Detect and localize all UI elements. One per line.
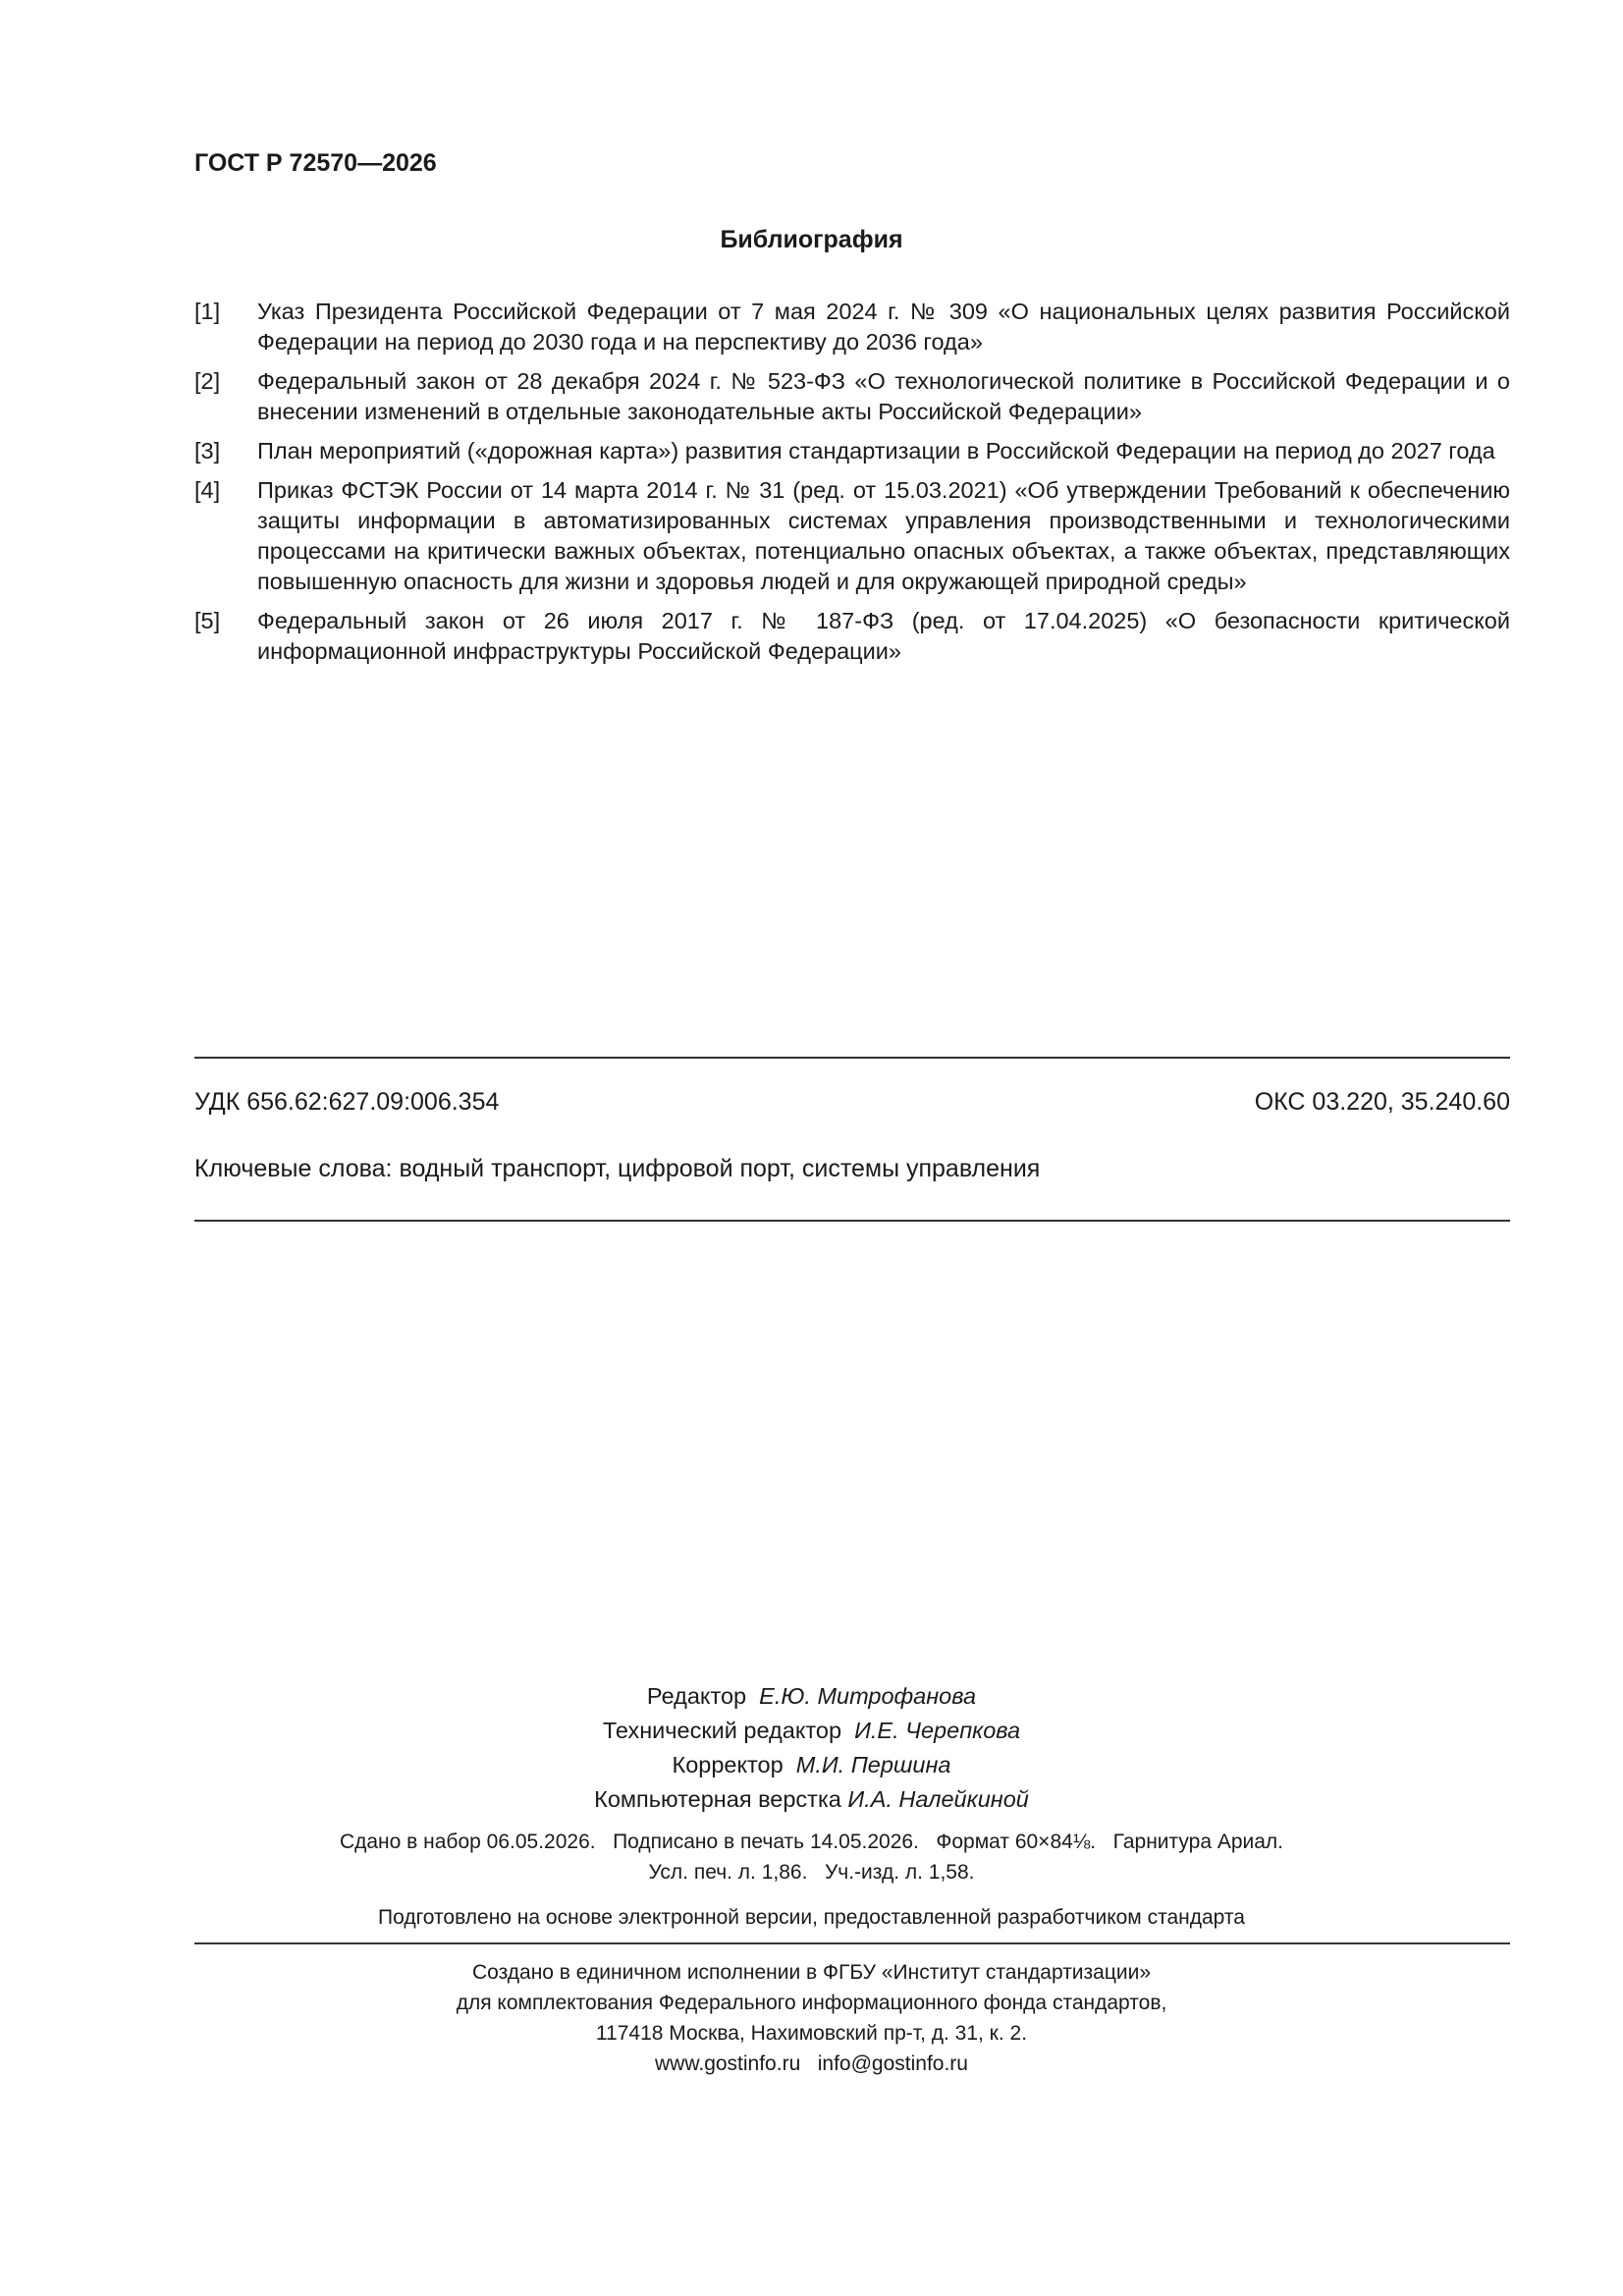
credit-person: Е.Ю. Митрофанова: [759, 1683, 977, 1709]
credit-role: Технический редактор: [602, 1718, 842, 1743]
bibliography-item-number: [5]: [194, 608, 221, 633]
divider-footer: [194, 1942, 1510, 1944]
bibliography-list: [194, 297, 1510, 676]
udk-code: УДК 656.62:627.09:006.354: [194, 1088, 500, 1116]
bibliography-item-number: [4]: [194, 477, 221, 503]
imprint-line: Усл. печ. л. 1,86. Уч.-изд. л. 1,58.: [648, 1861, 975, 1884]
imprint-line: Сдано в набор 06.05.2026. Подписано в печать 14.05.2026. Формат 60×84⅛. Гарнитура Ариал.: [339, 1831, 1284, 1853]
credit-role: Редактор: [646, 1683, 747, 1709]
bibliography-item-text: Указ Президента Российской Федерации от 7 мая 2024 г. № 309 «О национальных целях развития Российской Федерации на период до 2030 года и на перспективу до 2036 года»: [257, 299, 1510, 355]
credit-proofreader: [0, 1748, 1623, 1782]
bibliography-item: [194, 436, 1510, 466]
credit-role: Корректор: [672, 1752, 784, 1777]
bibliography-item: [194, 366, 1510, 427]
footer-contacts: www.gostinfo.ru info@gostinfo.ru: [655, 2052, 968, 2075]
bibliography-item-number: [2]: [194, 368, 221, 394]
bibliography-item-number: [1]: [194, 299, 221, 324]
footer-line: для комплектования Федерального информационного фонда стандартов,: [456, 1992, 1167, 2014]
prepared-note: Подготовлено на основе электронной версии, предоставленной разработчиком стандарта: [378, 1906, 1245, 1929]
bibliography-item: [194, 606, 1510, 667]
bibliography-item-text: Федеральный закон от 26 июля 2017 г. № 187-ФЗ (ред. от 17.04.2025) «О безопасности критической информационной инфраструктуры Российской Федерации»: [257, 608, 1510, 664]
publisher-footer: [0, 1957, 1623, 2079]
imprint: [0, 1827, 1623, 1887]
credit-role: Компьютерная верстка: [594, 1786, 841, 1812]
bibliography-item: [194, 475, 1510, 597]
editorial-credits: [0, 1679, 1623, 1817]
bibliography-item-text: План мероприятий («дорожная карта») развития стандартизации в Российской Федерации на период до 2027 года: [257, 438, 1495, 464]
keywords: Ключевые слова: водный транспорт, цифровой порт, системы управления: [194, 1155, 1041, 1182]
credit-person: И.А. Налейкиной: [847, 1786, 1029, 1812]
bibliography-item: [194, 297, 1510, 357]
footer-line: Создано в единичном исполнении в ФГБУ «Институт стандартизации»: [471, 1961, 1152, 1984]
footer-line: 117418 Москва, Нахимовский пр-т, д. 31, к. 2.: [595, 2022, 1028, 2045]
credit-editor: [0, 1679, 1623, 1714]
credit-layout: [0, 1782, 1623, 1817]
divider-keywords: [194, 1220, 1510, 1222]
divider-top: [194, 1057, 1510, 1059]
credit-technical-editor: [0, 1714, 1623, 1748]
bibliography-item-text: Федеральный закон от 28 декабря 2024 г. № 523-ФЗ «О технологической политике в Российской Федерации и о внесении изменений в отдельные законодательные акты Российской Федерации»: [257, 368, 1510, 424]
bibliography-item-text: Приказ ФСТЭК России от 14 марта 2014 г. № 31 (ред. от 15.03.2021) «Об утверждении Требований к обеспечению защиты информации в автоматизированных системах управления производственными и технологическими процессами на критически важных объектах, потенциально опасных объектах, а также объектах, представляющих повышенную опасность для жизни и здоровья людей и для окружающей природной среды»: [257, 477, 1510, 594]
oks-code: ОКС 03.220, 35.240.60: [1254, 1088, 1510, 1116]
bibliography-title: Библиография: [720, 226, 903, 253]
credit-person: И.Е. Черепкова: [854, 1718, 1021, 1743]
credit-person: М.И. Першина: [795, 1752, 951, 1777]
document-code: ГОСТ Р 72570—2026: [194, 149, 437, 177]
bibliography-item-number: [3]: [194, 438, 221, 464]
